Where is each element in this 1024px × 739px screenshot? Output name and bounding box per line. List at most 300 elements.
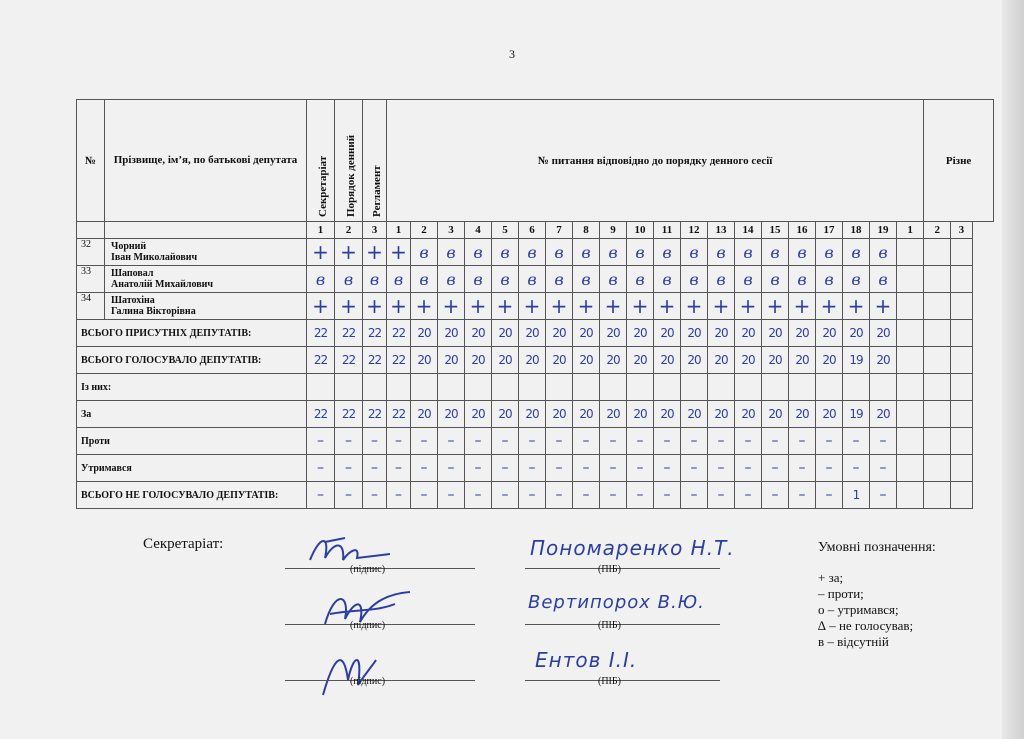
summary-value-cell: 22 (335, 320, 363, 347)
summary-value-cell: 20 (735, 347, 762, 374)
vote-mark-cell: в (387, 266, 411, 293)
vote-mark-cell: + (387, 293, 411, 320)
header-misc: Різне (924, 100, 994, 222)
summary-value-cell (708, 374, 735, 401)
summary-value-cell: – (735, 428, 762, 455)
summary-label: Проти (77, 428, 307, 455)
summary-label: За (77, 401, 307, 428)
vote-mark-cell: в (627, 239, 654, 266)
legend-item-not-voted: ∆ – не голосував; (818, 618, 914, 633)
subheader-cell: 12 (681, 222, 708, 239)
subheader-cell: 7 (546, 222, 573, 239)
vote-mark-cell: + (627, 293, 654, 320)
summary-value-cell (789, 374, 816, 401)
deputy-surname: Чорний (111, 241, 147, 252)
deputy-row (77, 266, 994, 293)
deputy-number: 32 (77, 239, 105, 266)
summary-value-cell: – (492, 428, 519, 455)
summary-value-cell: – (573, 428, 600, 455)
summary-value-cell: 20 (573, 320, 600, 347)
vote-mark-cell: в (843, 266, 870, 293)
summary-value-cell: – (762, 455, 789, 482)
summary-row (77, 401, 994, 428)
deputy-given-names: Галина Вікторівна (111, 306, 196, 317)
vote-mark-cell: в (816, 239, 843, 266)
summary-value-cell: – (843, 455, 870, 482)
pib-handwritten-1: Пономаренко Н.Т. (530, 536, 735, 560)
summary-value-cell: – (789, 428, 816, 455)
summary-value-cell: 22 (387, 320, 411, 347)
summary-value-cell: 20 (627, 347, 654, 374)
summary-row (77, 455, 994, 482)
subheader-cell: 14 (735, 222, 762, 239)
vote-mark-cell: в (681, 239, 708, 266)
summary-value-cell: 22 (335, 401, 363, 428)
summary-value-cell: – (307, 482, 335, 509)
pib-caption-1: (ПІБ) (598, 564, 621, 575)
sign-caption-1: (підпис) (350, 564, 386, 575)
summary-value-cell: – (438, 428, 465, 455)
vote-mark-cell: в (411, 266, 438, 293)
summary-value-cell: 19 (843, 401, 870, 428)
subheader-cell: 13 (708, 222, 735, 239)
vote-mark-cell: в (708, 266, 735, 293)
subheader-cell: 3 (438, 222, 465, 239)
summary-value-cell: – (465, 455, 492, 482)
summary-value-cell: – (789, 482, 816, 509)
summary-value-cell (492, 374, 519, 401)
summary-row (77, 374, 994, 401)
summary-value-cell: – (387, 428, 411, 455)
summary-value-cell (951, 320, 972, 347)
vote-mark-cell: в (654, 239, 681, 266)
summary-value-cell: – (546, 428, 573, 455)
summary-value-cell: – (307, 428, 335, 455)
summary-value-cell: 20 (681, 347, 708, 374)
vote-mark-cell: в (870, 239, 897, 266)
summary-value-cell: – (438, 455, 465, 482)
summary-value-cell: – (627, 428, 654, 455)
summary-value-cell: – (363, 482, 387, 509)
vote-mark-cell: в (573, 266, 600, 293)
summary-value-cell: 20 (546, 320, 573, 347)
summary-value-cell: 20 (708, 401, 735, 428)
vote-mark-cell: в (735, 239, 762, 266)
summary-value-cell: – (627, 455, 654, 482)
pib-handwritten-3: Ентов І.І. (535, 648, 638, 672)
summary-value-cell: – (627, 482, 654, 509)
summary-value-cell (897, 401, 924, 428)
vote-mark-cell: в (363, 266, 387, 293)
voting-table (76, 99, 994, 509)
summary-value-cell: – (762, 428, 789, 455)
vote-mark-cell: в (438, 239, 465, 266)
summary-value-cell (951, 482, 972, 509)
vote-mark-cell: в (681, 266, 708, 293)
vote-mark-cell: + (843, 293, 870, 320)
vote-mark-cell: + (546, 293, 573, 320)
vote-mark-cell: + (363, 293, 387, 320)
summary-value-cell: 20 (843, 320, 870, 347)
subheader-cell: 2 (411, 222, 438, 239)
summary-value-cell: 20 (654, 347, 681, 374)
summary-value-cell (335, 374, 363, 401)
summary-value-cell: 20 (816, 347, 843, 374)
summary-value-cell: 20 (681, 320, 708, 347)
deputy-row (77, 293, 994, 320)
summary-value-cell: 22 (307, 347, 335, 374)
header-agenda-text: Порядок денний (344, 134, 357, 217)
secretariat-label: Секретаріат: (143, 536, 224, 552)
summary-value-cell: – (307, 455, 335, 482)
vote-mark-cell: + (600, 293, 627, 320)
summary-value-cell: – (681, 455, 708, 482)
summary-value-cell (924, 320, 951, 347)
vote-mark-cell: в (762, 239, 789, 266)
summary-value-cell (573, 374, 600, 401)
summary-value-cell: 20 (438, 401, 465, 428)
summary-value-cell: 20 (708, 320, 735, 347)
subheader-row (77, 222, 994, 239)
summary-value-cell (897, 374, 924, 401)
summary-value-cell: 20 (492, 347, 519, 374)
summary-value-cell: 20 (573, 347, 600, 374)
summary-row (77, 428, 994, 455)
summary-value-cell: – (573, 455, 600, 482)
vote-mark-cell: + (681, 293, 708, 320)
deputy-given-names: Анатолій Михайлович (111, 279, 214, 290)
vote-mark-cell: в (843, 239, 870, 266)
summary-value-cell: 20 (708, 347, 735, 374)
vote-mark-cell: + (492, 293, 519, 320)
summary-value-cell: 20 (654, 401, 681, 428)
subheader-cell: 10 (627, 222, 654, 239)
summary-value-cell: – (492, 482, 519, 509)
summary-value-cell (870, 374, 897, 401)
summary-value-cell: 20 (573, 401, 600, 428)
subheader-cell: 15 (762, 222, 789, 239)
summary-value-cell: – (335, 428, 363, 455)
subheader-cell: 17 (816, 222, 843, 239)
vote-mark-cell: в (870, 266, 897, 293)
summary-value-cell: 20 (735, 320, 762, 347)
summary-value-cell: – (519, 482, 546, 509)
subheader-cell: 1 (387, 222, 411, 239)
legend-item-against: – проти; (818, 586, 864, 601)
legend-item-absent: в – відсутній (818, 634, 889, 649)
sign-caption-2: (підпис) (350, 620, 386, 631)
vote-mark-cell: + (411, 293, 438, 320)
summary-value-cell (519, 374, 546, 401)
vote-mark-cell: + (307, 239, 335, 266)
summary-label: Утримався (77, 455, 307, 482)
vote-mark-cell: в (335, 266, 363, 293)
summary-value-cell: – (708, 482, 735, 509)
summary-value-cell: 20 (762, 320, 789, 347)
summary-value-cell: – (735, 455, 762, 482)
legend (818, 540, 936, 650)
summary-value-cell: 20 (519, 401, 546, 428)
summary-value-cell (816, 374, 843, 401)
summary-value-cell: – (519, 428, 546, 455)
summary-value-cell (897, 320, 924, 347)
summary-value-cell: 22 (307, 320, 335, 347)
summary-value-cell (924, 428, 951, 455)
summary-value-cell: 22 (363, 401, 387, 428)
summary-value-cell: – (335, 455, 363, 482)
subheader-cell: 9 (600, 222, 627, 239)
vote-mark-cell: + (573, 293, 600, 320)
vote-mark-cell: + (335, 239, 363, 266)
summary-value-cell: – (600, 455, 627, 482)
vote-mark-cell: в (519, 266, 546, 293)
summary-value-cell: – (387, 482, 411, 509)
summary-value-cell: 20 (600, 347, 627, 374)
summary-row (77, 347, 994, 374)
summary-value-cell: – (411, 482, 438, 509)
vote-mark-cell: в (307, 266, 335, 293)
subheader-cell: 2 (335, 222, 363, 239)
vote-mark-cell: + (735, 293, 762, 320)
subheader-cell: 11 (654, 222, 681, 239)
vote-mark-cell (897, 266, 924, 293)
header-agenda (335, 100, 363, 222)
summary-value-cell (843, 374, 870, 401)
vote-mark-cell: в (600, 266, 627, 293)
vote-mark-cell: в (411, 239, 438, 266)
subheader-cell: 4 (465, 222, 492, 239)
summary-value-cell: – (546, 482, 573, 509)
page-number: 3 (509, 47, 515, 61)
summary-value-cell (546, 374, 573, 401)
summary-value-cell: 20 (465, 401, 492, 428)
summary-value-cell: – (762, 482, 789, 509)
header-name-text: Прізвище, ім’я, по батькові депутата (113, 154, 298, 166)
summary-value-cell: – (735, 482, 762, 509)
signature-scribble-3 (318, 640, 378, 700)
summary-value-cell: – (816, 455, 843, 482)
summary-value-cell: – (363, 428, 387, 455)
summary-label: ВСЬОГО ПРИСУТНІХ ДЕПУТАТІВ: (77, 320, 307, 347)
vote-mark-cell: в (573, 239, 600, 266)
legend-item-abstained: о – утримався; (818, 602, 899, 617)
subheader-cell: 2 (924, 222, 951, 239)
vote-mark-cell (924, 266, 951, 293)
summary-value-cell: 20 (816, 401, 843, 428)
summary-value-cell: 1 (843, 482, 870, 509)
deputies-body (77, 239, 994, 320)
deputy-surname: Шаповал (111, 268, 154, 279)
vote-mark-cell: в (789, 239, 816, 266)
vote-mark-cell: + (363, 239, 387, 266)
summary-value-cell: 20 (519, 320, 546, 347)
summary-value-cell (307, 374, 335, 401)
header-reglament (363, 100, 387, 222)
summary-value-cell: – (335, 482, 363, 509)
summary-value-cell: – (546, 455, 573, 482)
subheader-cell: 3 (951, 222, 972, 239)
summary-value-cell: 20 (492, 320, 519, 347)
pib-line-1 (525, 568, 720, 569)
summary-value-cell: – (870, 482, 897, 509)
header-num: № (77, 100, 105, 222)
vote-mark-cell: + (387, 239, 411, 266)
pib-caption-3: (ПІБ) (598, 676, 621, 687)
vote-mark-cell: + (789, 293, 816, 320)
vote-mark-cell: в (627, 266, 654, 293)
summary-value-cell: 20 (600, 401, 627, 428)
summary-value-cell: 20 (546, 401, 573, 428)
summary-value-cell: – (363, 455, 387, 482)
summary-value-cell: 20 (870, 320, 897, 347)
subheader-cell: 1 (897, 222, 924, 239)
summary-value-cell: 22 (363, 320, 387, 347)
summary-value-cell: – (654, 428, 681, 455)
summary-value-cell: – (870, 455, 897, 482)
summary-value-cell: 20 (627, 320, 654, 347)
summary-value-cell (951, 455, 972, 482)
summary-value-cell (951, 401, 972, 428)
summary-value-cell (924, 401, 951, 428)
summary-value-cell (654, 374, 681, 401)
summary-value-cell: 22 (387, 401, 411, 428)
vote-mark-cell (897, 293, 924, 320)
summary-value-cell: 20 (870, 347, 897, 374)
summary-value-cell (762, 374, 789, 401)
header-secretariat (307, 100, 335, 222)
vote-mark-cell (897, 239, 924, 266)
summary-value-cell: 20 (870, 401, 897, 428)
header-row (77, 100, 994, 222)
summary-value-cell: 20 (789, 401, 816, 428)
deputy-number: 33 (77, 266, 105, 293)
summary-value-cell (600, 374, 627, 401)
summary-value-cell (951, 428, 972, 455)
legend-item-for: + за; (818, 570, 844, 585)
summary-value-cell: – (708, 428, 735, 455)
summary-value-cell: 20 (681, 401, 708, 428)
summary-value-cell: 20 (411, 320, 438, 347)
summary-value-cell: 20 (465, 347, 492, 374)
vote-mark-cell: + (438, 293, 465, 320)
pib-line-2 (525, 624, 720, 625)
summary-body (77, 320, 994, 509)
vote-mark-cell: в (654, 266, 681, 293)
vote-mark-cell (924, 293, 951, 320)
summary-value-cell: 20 (627, 401, 654, 428)
deputy-name (105, 239, 307, 266)
summary-label: ВСЬОГО ГОЛОСУВАЛО ДЕПУТАТІВ: (77, 347, 307, 374)
summary-value-cell: 19 (843, 347, 870, 374)
summary-value-cell: – (411, 455, 438, 482)
header-questions: № питання відповідно до порядку денного сесії (387, 100, 924, 222)
subheader-cell: 19 (870, 222, 897, 239)
summary-value-cell: 22 (387, 347, 411, 374)
subheader-cell: 18 (843, 222, 870, 239)
summary-value-cell: – (681, 428, 708, 455)
vote-mark-cell: в (492, 239, 519, 266)
header-reglament-text: Регламент (370, 165, 383, 217)
summary-value-cell: – (870, 428, 897, 455)
summary-value-cell (924, 482, 951, 509)
summary-value-cell (951, 347, 972, 374)
summary-value-cell: – (573, 482, 600, 509)
summary-value-cell: 20 (789, 347, 816, 374)
summary-value-cell (363, 374, 387, 401)
summary-value-cell (951, 374, 972, 401)
vote-mark-cell: в (789, 266, 816, 293)
summary-value-cell: – (708, 455, 735, 482)
summary-value-cell: 20 (600, 320, 627, 347)
vote-mark-cell: + (307, 293, 335, 320)
subheader-cell: 1 (307, 222, 335, 239)
summary-value-cell: – (681, 482, 708, 509)
summary-value-cell: – (438, 482, 465, 509)
summary-value-cell (465, 374, 492, 401)
summary-value-cell: – (411, 428, 438, 455)
summary-value-cell (735, 374, 762, 401)
summary-value-cell: 20 (411, 347, 438, 374)
vote-mark-cell: в (492, 266, 519, 293)
subheader-cell: 16 (789, 222, 816, 239)
vote-mark-cell: + (762, 293, 789, 320)
vote-mark-cell: в (438, 266, 465, 293)
deputy-name (105, 266, 307, 293)
summary-value-cell: 20 (789, 320, 816, 347)
summary-value-cell: – (654, 482, 681, 509)
vote-mark-cell: в (708, 239, 735, 266)
deputy-number: 34 (77, 293, 105, 320)
summary-value-cell: 20 (735, 401, 762, 428)
vote-mark-cell (951, 239, 972, 266)
summary-value-cell (897, 428, 924, 455)
summary-value-cell: 20 (546, 347, 573, 374)
summary-value-cell: – (816, 428, 843, 455)
subheader-cell: 8 (573, 222, 600, 239)
summary-label: Із них: (77, 374, 307, 401)
summary-value-cell: 20 (762, 401, 789, 428)
summary-value-cell: 20 (654, 320, 681, 347)
summary-value-cell: 20 (438, 320, 465, 347)
summary-value-cell: – (600, 482, 627, 509)
summary-value-cell (897, 455, 924, 482)
vote-mark-cell: в (519, 239, 546, 266)
summary-value-cell (924, 347, 951, 374)
pib-caption-2: (ПІБ) (598, 620, 621, 631)
vote-mark-cell: + (654, 293, 681, 320)
summary-value-cell: 22 (307, 401, 335, 428)
summary-value-cell (411, 374, 438, 401)
vote-mark-cell: + (708, 293, 735, 320)
summary-value-cell: – (387, 455, 411, 482)
vote-mark-cell: + (335, 293, 363, 320)
summary-value-cell: – (843, 428, 870, 455)
subheader-cell: 3 (363, 222, 387, 239)
summary-value-cell: 20 (762, 347, 789, 374)
vote-mark-cell: в (816, 266, 843, 293)
vote-mark-cell: + (816, 293, 843, 320)
vote-mark-cell (924, 239, 951, 266)
legend-title: Умовні позначення: (818, 540, 936, 555)
summary-value-cell: 20 (816, 320, 843, 347)
summary-value-cell: 20 (492, 401, 519, 428)
subheader-cell: 6 (519, 222, 546, 239)
summary-value-cell (438, 374, 465, 401)
summary-value-cell: – (654, 455, 681, 482)
summary-value-cell: – (465, 482, 492, 509)
summary-value-cell (924, 374, 951, 401)
summary-value-cell: – (519, 455, 546, 482)
